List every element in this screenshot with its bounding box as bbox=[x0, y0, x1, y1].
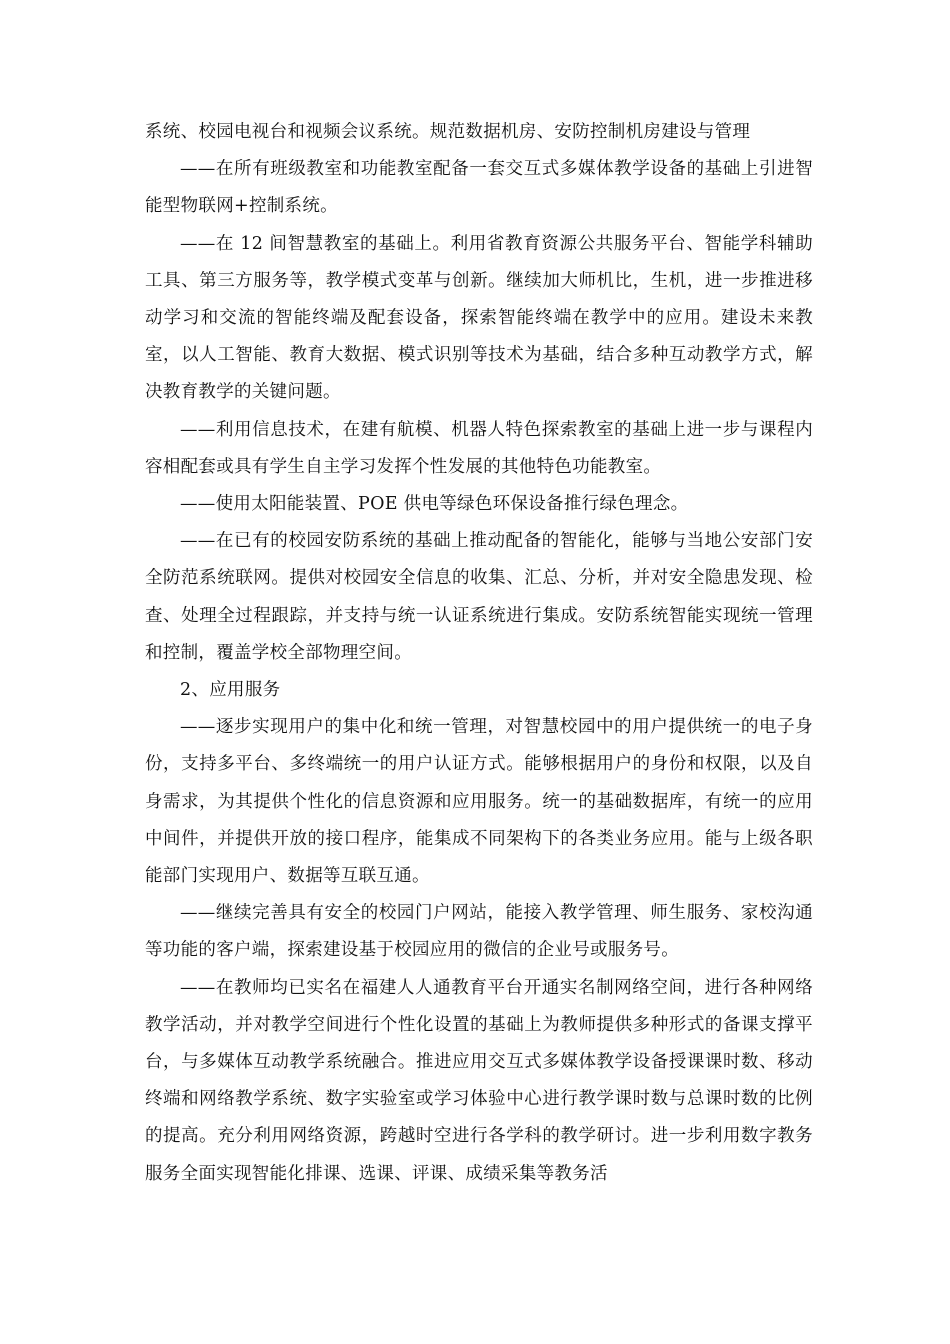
paragraph-6: ——在已有的校园安防系统的基础上推动配备的智能化，能够与当地公安部门安全防范系统联网。提供对校园安全信息的收集、汇总、分析，并对安全隐患发现、检查、处理全过程跟踪，并支持与统一认证系统进行集成。安防系统智能实现统一管理和控制，覆盖学校全部物理空间。 bbox=[145, 531, 813, 663]
paragraph-9: ——继续完善具有安全的校园门户网站，能接入教学管理、师生服务、家校沟通等功能的客户端，探索建设基于校园应用的微信的企业号或服务号。 bbox=[145, 903, 813, 961]
document-body bbox=[145, 114, 813, 1193]
paragraph-2: ——在所有班级教室和功能教室配备一套交互式多媒体教学设备的基础上引进智能型物联网+控制系统。 bbox=[145, 159, 813, 217]
paragraph-8: ——逐步实现用户的集中化和统一管理，对智慧校园中的用户提供统一的电子身份，支持多平台、多终端统一的用户认证方式。能够根据用户的身份和权限，以及自身需求，为其提供个性化的信息资源和应用服务。统一的基础数据库，有统一的应用中间件，并提供开放的接口程序，能集成不同架构下的各类业务应用。能与上级各职能部门实现用户、数据等互联互通。 bbox=[145, 717, 813, 887]
paragraph-1: 系统、校园电视台和视频会议系统。规范数据机房、安防控制机房建设与管理 bbox=[145, 122, 751, 142]
section-heading-application-services: 2、应用服务 bbox=[180, 680, 281, 701]
paragraph-5: ——使用太阳能装置、POE 供电等绿色环保设备推行绿色理念。 bbox=[180, 494, 689, 515]
paragraph-3: ——在 12 间智慧教室的基础上。利用省教育资源公共服务平台、智能学科辅助工具、第三方服务等，教学模式变革与创新。继续加大师机比，生机，进一步推进移动学习和交流的智能终端及配套设备，探索智能终端在教学中的应用。建设未来教室，以人工智能、教育大数据、模式识别等技术为基础，结合多种互动教学方式，解决教育教学的关键问题。 bbox=[145, 233, 813, 403]
paragraph-10: ——在教师均已实名在福建人人通教育平台开通实名制网络空间，进行各种网络教学活动，并对教学空间进行个性化设置的基础上为教师提供多种形式的备课支撑平台，与多媒体互动教学系统融合。推进应用交互式多媒体教学设备授课课时数、移动终端和网络教学系统、数字实验室或学习体验中心进行教学课时数与总课时数的比例的提高。充分利用网络资源，跨越时空进行各学科的教学研讨。进一步利用数字教务服务全面实现智能化排课、选课、评课、成绩采集等教务活 bbox=[145, 977, 813, 1184]
paragraph-4: ——利用信息技术，在建有航模、机器人特色探索教室的基础上进一步与课程内容相配套或具有学生自主学习发挥个性发展的其他特色功能教室。 bbox=[145, 419, 813, 477]
